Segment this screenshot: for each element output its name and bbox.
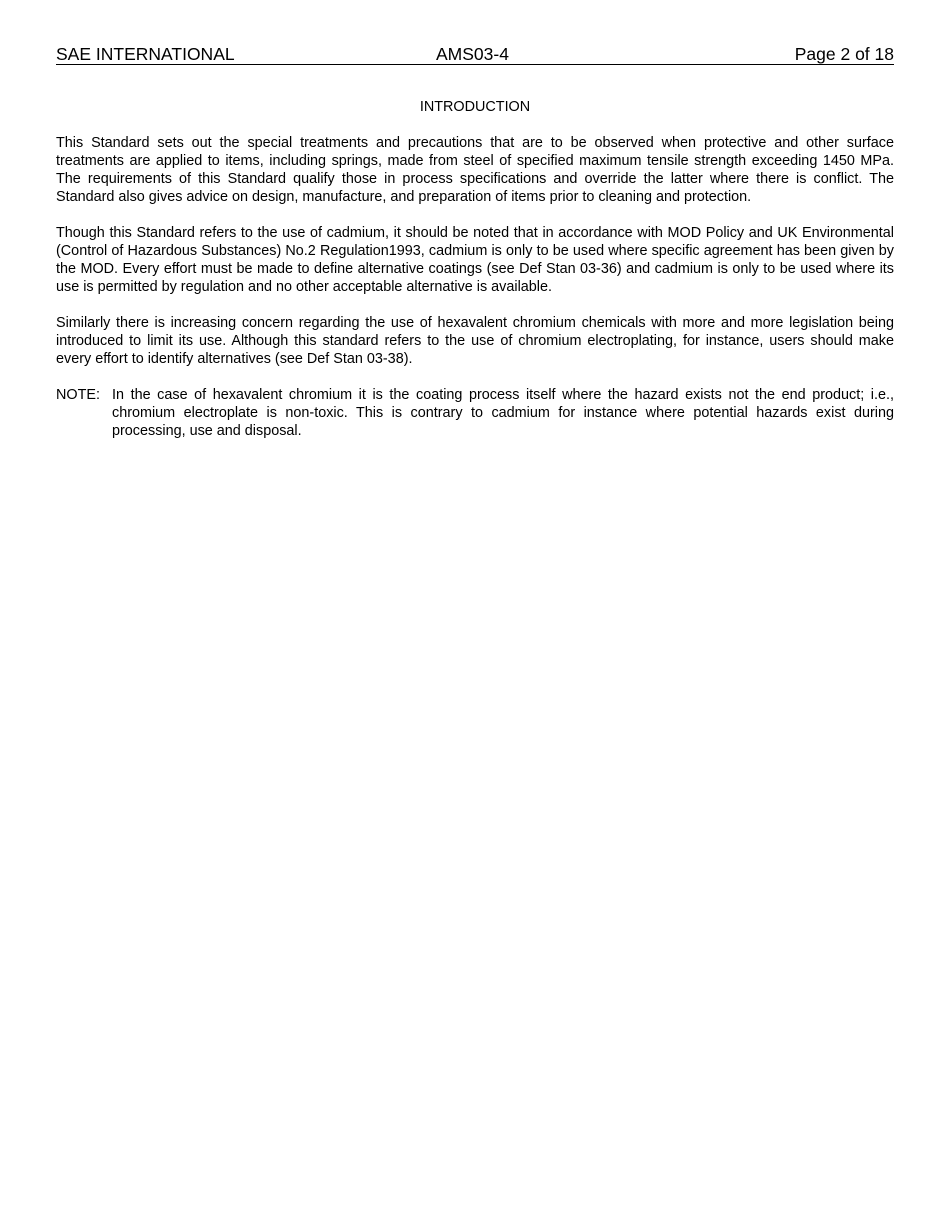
section-title: INTRODUCTION (419, 99, 531, 115)
paragraph-scope: This Standard sets out the special treatments and precautions that are to be observed when protective and other surface treatments are applied to items, including springs, made from steel of specified maximum tensile strength exceeding 1450 MPa. The requirements of this Standard qualify those in process specifications and override the latter where there is conflict. The Standard also gives advice on design, manufacture, and preparation of items prior to cleaning and protection. (56, 135, 894, 205)
header-page-number: Page 2 of 18 (794, 44, 894, 64)
header-organization: SAE INTERNATIONAL (56, 44, 235, 64)
paragraph-chromium: Similarly there is increasing concern regarding the use of hexavalent chromium chemicals with more and more legislation being introduced to limit its use. Although this standard refers to the use of chromium electroplating, for instance, users should make every effort to identify alternatives (see Def Stan 03-38). (56, 315, 894, 367)
page-header (56, 44, 894, 65)
note-text: In the case of hexavalent chromium it is the coating process itself where the hazard exists not the end product; i.e., chromium electroplate is non-toxic. This is contrary to cadmium for instance where potential hazards exist during processing, use and disposal. (112, 387, 894, 439)
header-document-id: AMS03-4 (436, 44, 509, 64)
paragraph-cadmium: Though this Standard refers to the use of cadmium, it should be noted that in accordance with MOD Policy and UK Environmental (Control of Hazardous Substances) No.2 Regulation1993, cadmium is only to be used where specific agreement has been given by the MOD. Every effort must be made to define alternative coatings (see Def Stan 03-36) and cadmium is only to be used where its use is permitted by regulation and no other acceptable alternative is available. (56, 225, 894, 295)
note-label: NOTE: (56, 387, 100, 403)
